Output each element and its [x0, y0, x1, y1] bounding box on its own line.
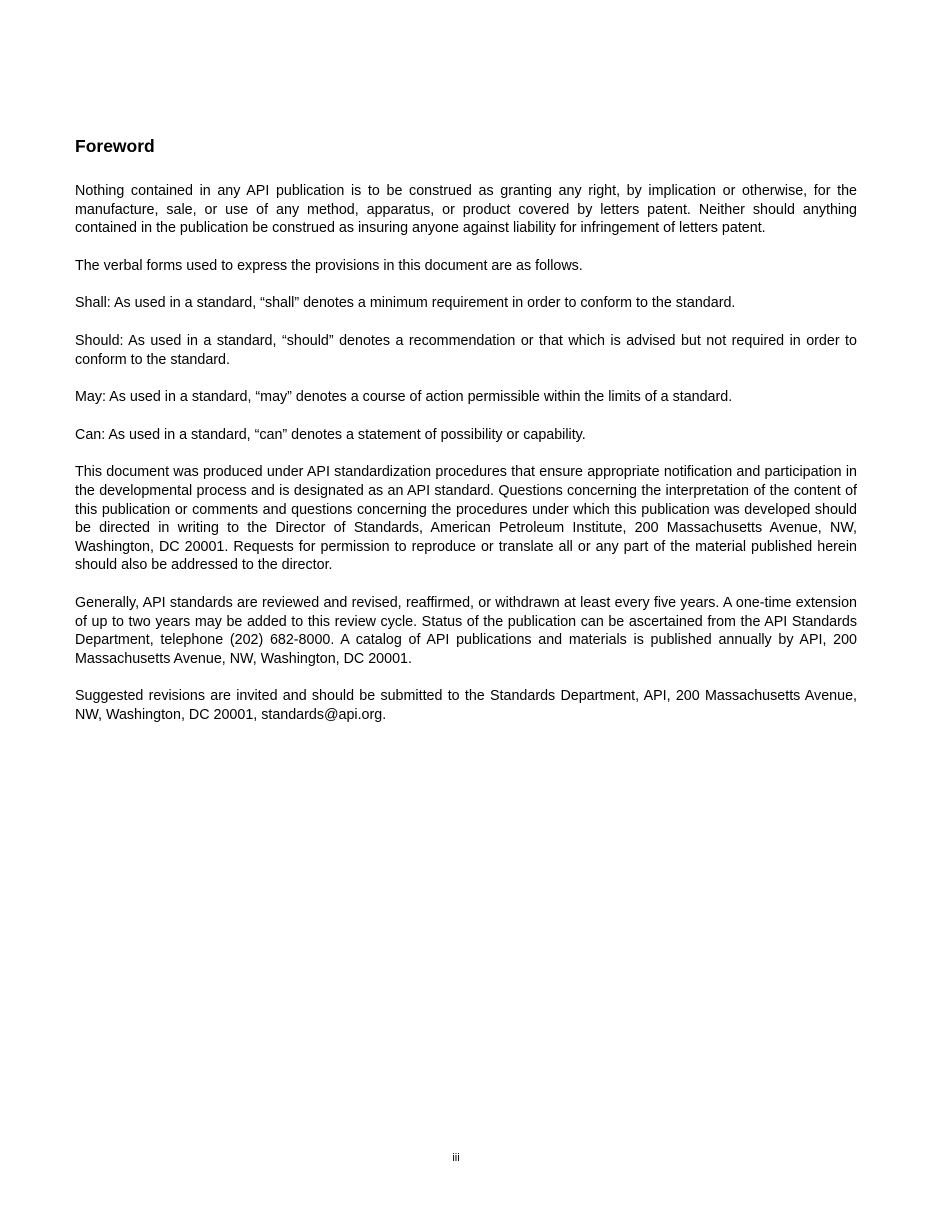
page-number: iii	[452, 1152, 460, 1164]
foreword-body	[75, 182, 857, 743]
paragraph-patent-disclaimer: Nothing contained in any API publication is to be construed as granting any right, by implication or otherwise, for the manufacture, sale, or use of any method, apparatus, or product covered by letters patent. Neither should anything contained in the publication be construed as insuring anyone against liability for infringement of letters patent.	[75, 183, 857, 237]
paragraph-may-definition: May: As used in a standard, “may” denotes a course of action permissible within the limits of a standard.	[75, 389, 733, 406]
paragraph-should-definition: Should: As used in a standard, “should” denotes a recommendation or that which is advised but not required in order to conform to the standard.	[75, 332, 857, 368]
paragraph-verbal-forms-intro: The verbal forms used to express the provisions in this document are as follows.	[75, 257, 583, 274]
paragraph-shall-definition: Shall: As used in a standard, “shall” denotes a minimum requirement in order to conform to the standard.	[75, 295, 736, 312]
page-title: Foreword	[75, 136, 155, 156]
paragraph-review-cycle: Generally, API standards are reviewed and revised, reaffirmed, or withdrawn at least every five years. A one-time extension of up to two years may be added to this review cycle. Status of the publication can be ascertained from the API Standards Department, telephone (202) 682-8000. A catalog of API publications and materials is published annually by API, 200 Massachusetts Avenue, NW, Washington, DC 20001.	[75, 594, 857, 667]
paragraph-suggested-revisions: Suggested revisions are invited and should be submitted to the Standards Department, API, 200 Massachusetts Avenue, NW, Washington, DC 20001, standards@api.org.	[75, 688, 857, 723]
paragraph-can-definition: Can: As used in a standard, “can” denotes a statement of possibility or capability.	[75, 426, 586, 443]
paragraph-standardization-procedures: This document was produced under API standardization procedures that ensure appropriate notification and participation in the developmental process and is designated as an API standard. Questions concerning the interpretation of the content of this publication or comments and questions concerning the procedures under which this publication was developed should be directed in writing to the Director of Standards, American Petroleum Institute, 200 Massachusetts Avenue, NW, Washington, DC 20001. Requests for permission to reproduce or translate all or any part of the material published herein should also be addressed to the director.	[75, 464, 857, 574]
